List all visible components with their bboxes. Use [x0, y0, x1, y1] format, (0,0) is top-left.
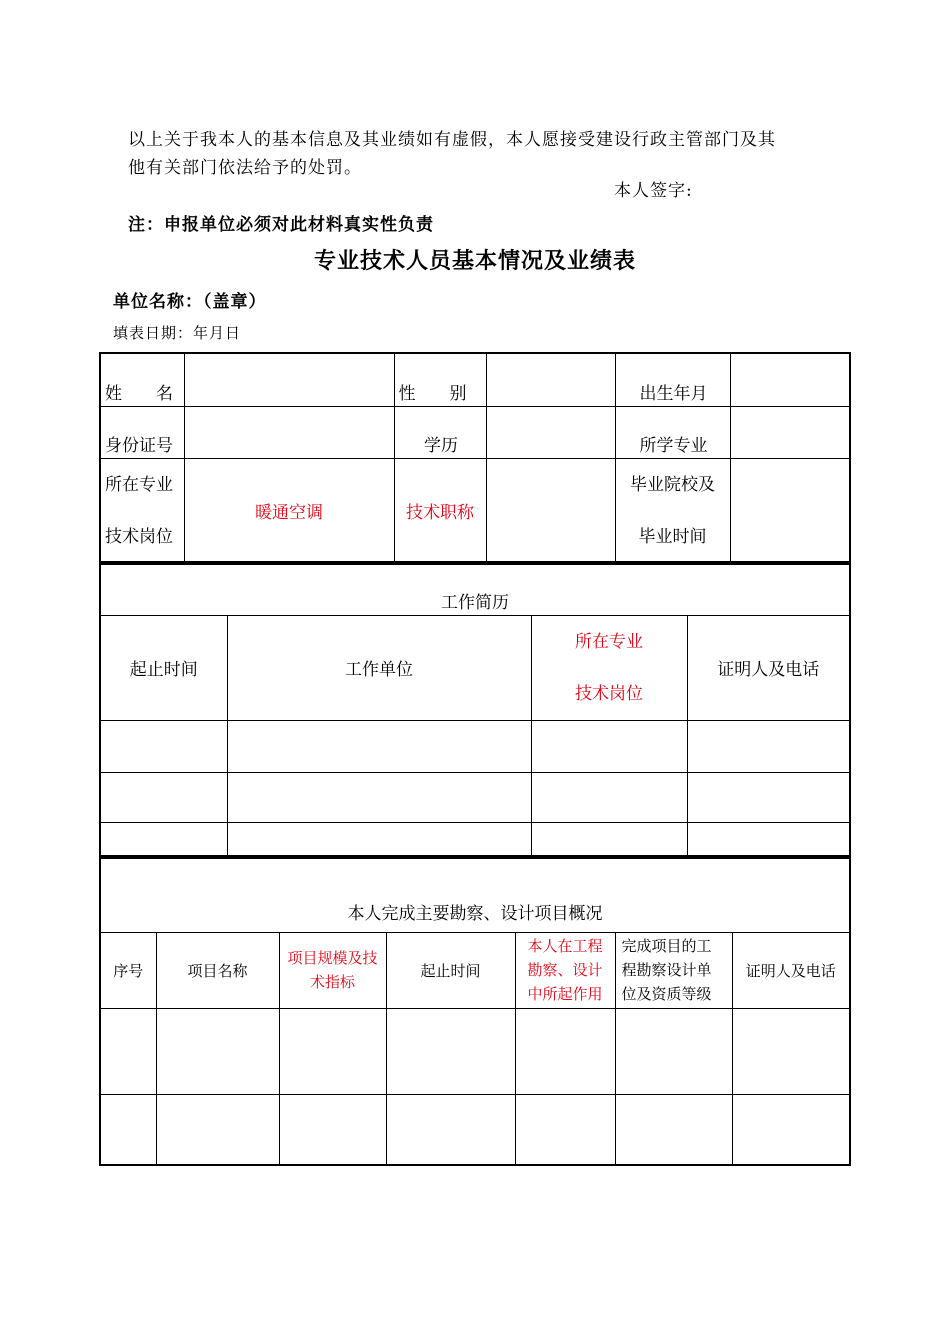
col-role-line-3: 中所起作用 [527, 985, 603, 1003]
scale-cell[interactable] [279, 1008, 386, 1094]
projects-table [99, 855, 851, 1166]
role-cell[interactable] [515, 1008, 615, 1094]
work-history-table [99, 561, 851, 859]
name-cell[interactable] [156, 1094, 279, 1165]
responsibility-note: 注：申报单位必须对此材料真实性负责 [128, 215, 434, 235]
major-label: 所学专业 [615, 406, 730, 458]
col-scale-line-1: 项目规模及技 [287, 949, 378, 967]
basic-info-table [99, 352, 851, 565]
reference-cell[interactable] [687, 822, 850, 858]
col-org-header [615, 932, 732, 1008]
col-scale-header [279, 932, 386, 1008]
name-label: 姓 名 [100, 353, 184, 406]
unit-cell[interactable] [227, 720, 531, 772]
col-name-header: 项目名称 [156, 932, 279, 1008]
col-position-header [531, 615, 687, 720]
signature-label: 本人签字: [614, 181, 693, 201]
declaration-text [128, 126, 828, 182]
projects-title: 本人完成主要勘察、设计项目概况 [100, 856, 850, 932]
birth-label: 出生年月 [615, 353, 730, 406]
table-row [100, 772, 850, 822]
id-number-label: 身份证号 [100, 406, 184, 458]
col-org-line-3: 位及资质等级 [621, 985, 712, 1003]
name-cell[interactable] [156, 1008, 279, 1094]
school-label-line-2: 毕业时间 [638, 526, 707, 547]
period-cell[interactable] [100, 822, 227, 858]
reference-cell[interactable] [732, 1008, 850, 1094]
col-role-line-2: 勘察、设计 [527, 961, 603, 979]
birth-field[interactable] [730, 353, 850, 406]
no-cell[interactable] [100, 1094, 156, 1165]
col-reference-header: 证明人及电话 [687, 615, 850, 720]
major-field[interactable] [730, 406, 850, 458]
work-history-title: 工作简历 [100, 562, 850, 615]
unit-cell[interactable] [227, 772, 531, 822]
col-position-line-1: 所在专业 [575, 631, 643, 652]
position-cell[interactable] [531, 772, 687, 822]
tech-title-label: 技术职称 [394, 458, 486, 564]
period-cell[interactable] [386, 1008, 515, 1094]
col-reference-header: 证明人及电话 [732, 932, 850, 1008]
col-role-header [515, 932, 615, 1008]
gender-field[interactable] [486, 353, 615, 406]
position-label-line-1: 所在专业 [105, 474, 173, 495]
reference-cell[interactable] [687, 772, 850, 822]
unit-name-label: 单位名称：（盖章） [113, 292, 267, 312]
col-period-header: 起止时间 [100, 615, 227, 720]
tech-title-field[interactable] [486, 458, 615, 564]
scale-cell[interactable] [279, 1094, 386, 1165]
school-label-line-1: 毕业院校及 [630, 474, 715, 495]
no-cell[interactable] [100, 1008, 156, 1094]
school-field[interactable] [730, 458, 850, 564]
col-org-line-2: 程勘察设计单 [621, 961, 712, 979]
col-no-header: 序号 [100, 932, 156, 1008]
col-period-header: 起止时间 [386, 932, 515, 1008]
period-cell[interactable] [100, 720, 227, 772]
org-cell[interactable] [615, 1094, 732, 1165]
position-label-line-2: 技术岗位 [105, 526, 173, 547]
gender-label: 性 别 [394, 353, 486, 406]
declaration-line-1: 以上关于我本人的基本信息及其业绩如有虚假，本人愿接受建设行政主管部门及其 [128, 130, 776, 150]
form-title: 专业技术人员基本情况及业绩表 [313, 249, 636, 274]
period-cell[interactable] [100, 772, 227, 822]
name-field[interactable] [184, 353, 394, 406]
table-row [100, 822, 850, 858]
col-scale-line-2: 术指标 [309, 973, 355, 991]
education-field[interactable] [486, 406, 615, 458]
reference-cell[interactable] [732, 1094, 850, 1165]
col-org-line-1: 完成项目的工 [621, 937, 712, 955]
col-role-line-1: 本人在工程 [527, 937, 603, 955]
school-label [615, 458, 730, 564]
table-row [100, 720, 850, 772]
unit-cell[interactable] [227, 822, 531, 858]
role-cell[interactable] [515, 1094, 615, 1165]
fill-date-label: 填表日期：年月日 [113, 324, 242, 342]
position-value[interactable]: 暖通空调 [184, 458, 394, 564]
position-cell[interactable] [531, 720, 687, 772]
col-position-line-2: 技术岗位 [575, 683, 643, 704]
col-unit-header: 工作单位 [227, 615, 531, 720]
education-label: 学历 [394, 406, 486, 458]
declaration-line-2: 他有关部门依法给予的处罚。 [128, 158, 362, 178]
position-label [100, 458, 184, 564]
position-cell[interactable] [531, 822, 687, 858]
table-row [100, 1094, 850, 1165]
id-number-field[interactable] [184, 406, 394, 458]
period-cell[interactable] [386, 1094, 515, 1165]
table-row [100, 1008, 850, 1094]
org-cell[interactable] [615, 1008, 732, 1094]
reference-cell[interactable] [687, 720, 850, 772]
